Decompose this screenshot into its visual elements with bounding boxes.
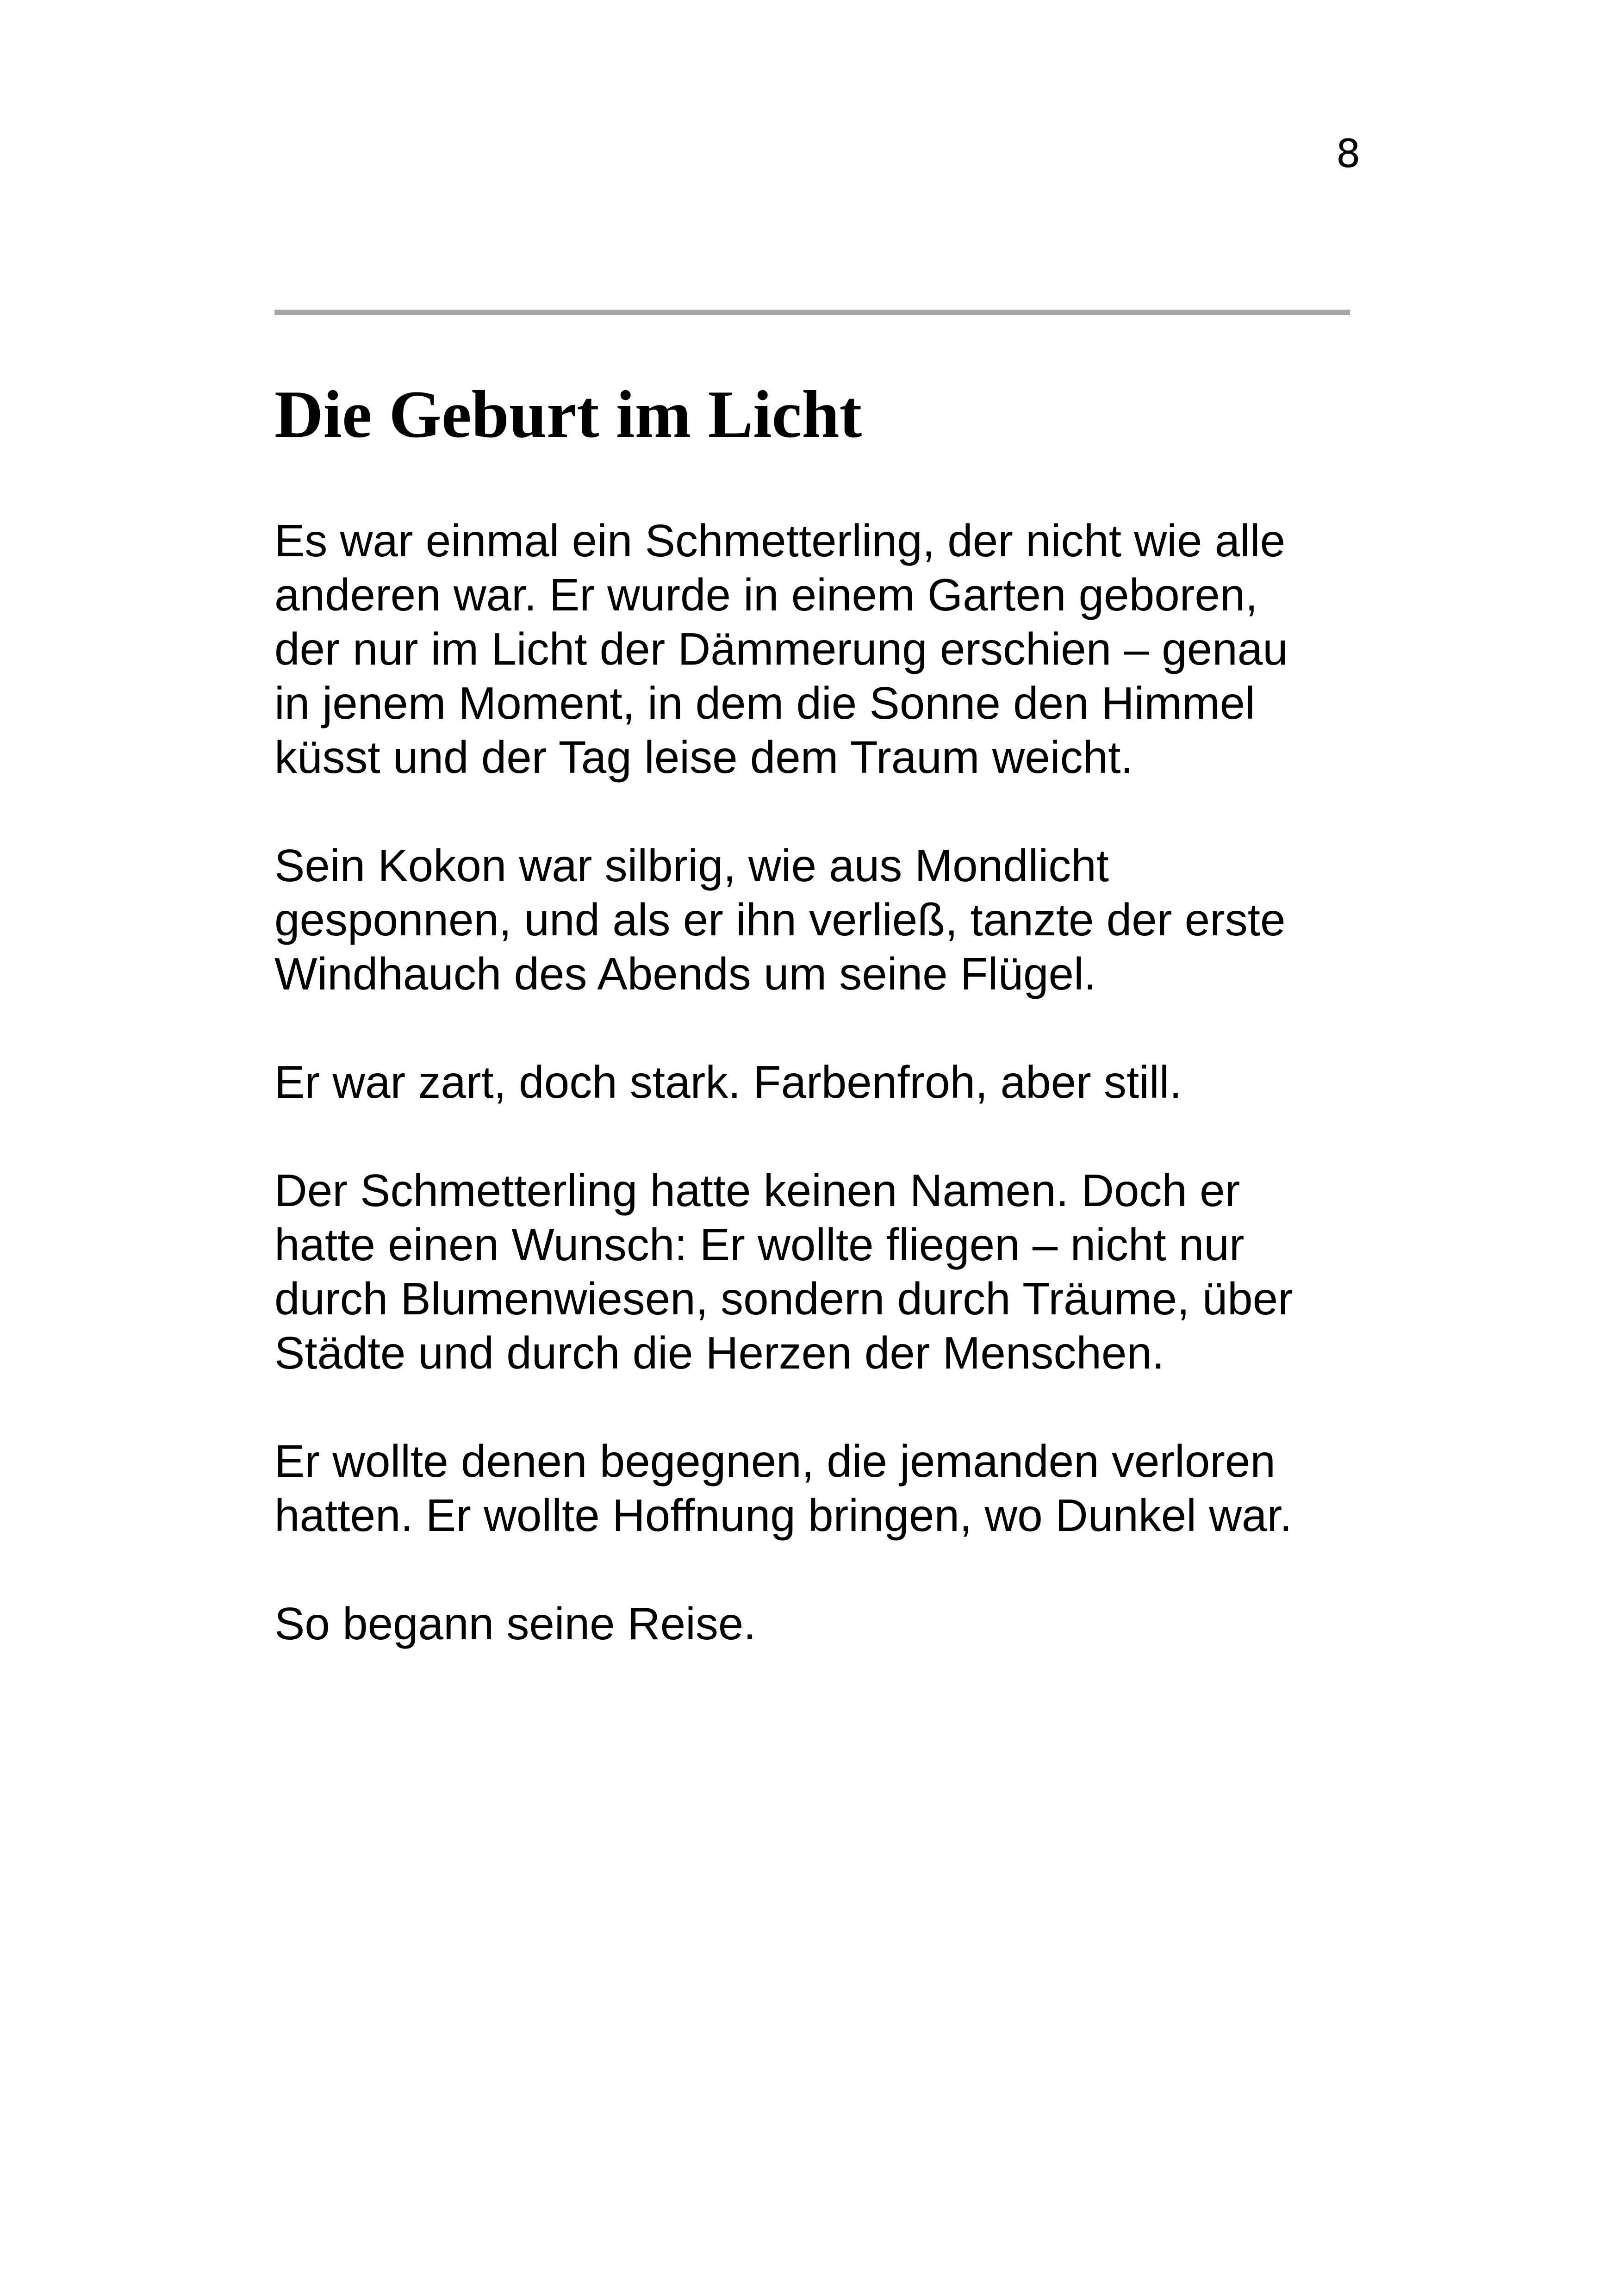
header-divider xyxy=(274,310,1350,315)
paragraph-1 xyxy=(274,514,1353,784)
text-line: Städte und durch die Herzen der Menschen. xyxy=(274,1327,1165,1378)
text-line: Er wollte denen begegnen, die jemanden verloren xyxy=(274,1436,1276,1487)
text-line: Der Schmetterling hatte keinen Namen. Doch er xyxy=(274,1165,1240,1216)
text-line: So begann seine Reise. xyxy=(274,1598,756,1649)
chapter-body xyxy=(274,514,1353,1705)
text-line: der nur im Licht der Dämmerung erschien – genau xyxy=(274,623,1288,674)
paragraph-3 xyxy=(274,1055,1353,1109)
paragraph-5 xyxy=(274,1434,1353,1543)
text-line: anderen war. Er wurde in einem Garten geboren, xyxy=(274,569,1258,620)
text-line: Sein Kokon war silbrig, wie aus Mondlicht xyxy=(274,840,1109,891)
text-line: gesponnen, und als er ihn verließ, tanzte der erste xyxy=(274,894,1286,945)
chapter-title: Die Geburt im Licht xyxy=(274,377,862,452)
paragraph-4 xyxy=(274,1164,1353,1380)
text-line: durch Blumenwiesen, sondern durch Träume, über xyxy=(274,1273,1293,1324)
text-line: Es war einmal ein Schmetterling, der nicht wie alle xyxy=(274,515,1286,566)
paragraph-2 xyxy=(274,839,1353,1001)
page-number: 8 xyxy=(1336,131,1361,176)
text-line: in jenem Moment, in dem die Sonne den Himmel xyxy=(274,678,1255,728)
text-line: küsst und der Tag leise dem Traum weicht. xyxy=(274,732,1133,783)
paragraph-6 xyxy=(274,1597,1353,1651)
text-line: Windhauch des Abends um seine Flügel. xyxy=(274,948,1096,999)
text-line: hatten. Er wollte Hoffnung bringen, wo Dunkel war. xyxy=(274,1490,1293,1541)
text-line: Er war zart, doch stark. Farbenfroh, aber still. xyxy=(274,1057,1182,1108)
text-line: hatte einen Wunsch: Er wollte fliegen – nicht nur xyxy=(274,1219,1245,1270)
